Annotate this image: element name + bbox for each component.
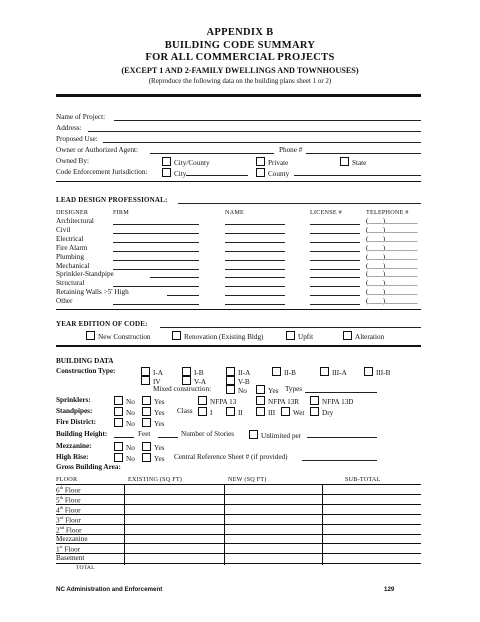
unlimited-option[interactable]: Unlimited per [249, 430, 301, 440]
table-row-line [56, 543, 421, 544]
telephone-field[interactable]: (____)_________ [366, 252, 418, 261]
col-firm: FIRM [113, 209, 129, 216]
building-data-heading: BUILDING DATA [56, 357, 114, 365]
projects-title: FOR ALL COMMERCIAL PROJECTS [145, 52, 335, 63]
opt-upfit[interactable]: Upfit [286, 331, 313, 341]
name-field[interactable] [225, 269, 285, 270]
opt-renovation[interactable]: Renovation (Existing Bldg) [172, 331, 263, 341]
floor-ordinal: st [59, 544, 63, 550]
telephone-field[interactable]: (____)_________ [366, 234, 418, 243]
nfpa-13d[interactable]: NFPA 13D [310, 396, 354, 406]
gross-area-label: Gross Building Area: [56, 463, 121, 471]
standpipes-label: Standpipes: [56, 407, 93, 415]
summary-title: BUILDING CODE SUMMARY [164, 40, 316, 51]
checkbox[interactable] [226, 407, 235, 416]
checkbox[interactable] [114, 407, 123, 416]
checkbox[interactable] [256, 385, 265, 394]
checkbox[interactable] [182, 376, 191, 385]
construction-type-label: Construction Type: [56, 367, 116, 375]
table-row-line [56, 494, 421, 495]
high-rise-label: High Rise: [56, 453, 89, 461]
type-ia[interactable]: I-A [141, 367, 163, 377]
checkbox[interactable] [198, 396, 207, 405]
phone-field[interactable] [306, 153, 421, 154]
designer-label: Structural [56, 279, 85, 288]
year-edition-field[interactable] [160, 327, 421, 328]
telephone-field[interactable]: (____)_________ [366, 288, 418, 297]
checkbox[interactable] [256, 407, 265, 416]
name-field[interactable] [225, 295, 285, 296]
proposed-use-label: Proposed Use: [56, 135, 98, 143]
telephone-field[interactable]: (____)_________ [366, 279, 418, 288]
checkbox[interactable] [310, 407, 319, 416]
license-field[interactable] [310, 251, 360, 252]
type-iiib[interactable]: III-B [364, 367, 390, 377]
types-field[interactable] [305, 392, 377, 393]
feet-label: Feet [138, 430, 151, 438]
checkbox[interactable] [256, 396, 265, 405]
type-iib[interactable]: II-B [272, 367, 296, 377]
mezzanine-label: Mezzanine: [56, 442, 92, 450]
license-field[interactable] [310, 233, 360, 234]
table-row [56, 554, 84, 562]
checkbox[interactable] [114, 442, 123, 451]
floor-number: 1 [56, 545, 60, 554]
floor-label: Floor [62, 545, 80, 554]
floor-label: Floor [63, 496, 81, 505]
table-divider [322, 484, 323, 565]
wet-option[interactable]: Wet [281, 407, 304, 417]
nfpa-13[interactable]: NFPA 13 [198, 396, 236, 406]
project-name-label: Name of Project: [56, 113, 106, 121]
checkbox[interactable] [114, 453, 123, 462]
checkbox[interactable] [114, 396, 123, 405]
rule [56, 181, 421, 182]
firm-field[interactable] [150, 277, 199, 278]
firm-field[interactable] [113, 251, 199, 252]
lead-design-label: LEAD DESIGN PROFESSIONAL: [56, 196, 168, 204]
floor-ordinal: rd [59, 514, 64, 520]
checkbox[interactable] [86, 331, 95, 340]
name-field[interactable] [225, 260, 285, 261]
county-field[interactable] [294, 175, 421, 176]
year-edition-label: YEAR EDITION OF CODE: [56, 320, 148, 328]
license-field[interactable] [310, 277, 360, 278]
checkbox[interactable] [364, 367, 373, 376]
license-field[interactable] [310, 269, 360, 270]
table-row [56, 535, 88, 543]
name-field[interactable] [225, 242, 285, 243]
checkbox[interactable] [142, 453, 151, 462]
high-rise-yes[interactable]: Yes [142, 453, 164, 463]
designer-label: Retaining Walls >5' High [56, 288, 129, 297]
license-field[interactable] [310, 224, 360, 225]
floor-ordinal: th [59, 504, 64, 510]
floor-label: Floor [63, 486, 81, 495]
designer-label: Electrical [56, 234, 84, 243]
project-name-field[interactable] [114, 120, 421, 121]
rule [56, 345, 421, 347]
rule [56, 309, 421, 310]
checkbox[interactable] [182, 367, 191, 376]
lead-design-field[interactable] [178, 203, 421, 204]
table-divider [224, 484, 225, 565]
type-iiia[interactable]: III-A [320, 367, 347, 377]
mezzanine-no[interactable]: No [114, 442, 135, 452]
table-row-line [56, 514, 421, 515]
footer-title: NC Administration and Enforcement [56, 586, 163, 593]
name-field[interactable] [225, 286, 285, 287]
designer-label: Sprinkler-Standpipe [56, 270, 114, 279]
dry-option[interactable]: Dry [310, 407, 333, 417]
designer-label: Civil [56, 225, 71, 234]
table-row-line [56, 504, 421, 505]
owned-state[interactable]: State [340, 157, 366, 167]
class-label: Class [177, 407, 193, 415]
checkbox[interactable] [226, 385, 235, 394]
type-vb[interactable]: V-B [226, 376, 250, 386]
table-row-line [56, 563, 421, 564]
central-reference-label: Central Reference Sheet # (if provided) [174, 453, 288, 461]
floor-number: 6 [56, 486, 60, 495]
floor-label: Floor [63, 516, 81, 525]
name-field[interactable] [225, 224, 285, 225]
floor-number: 4 [56, 506, 60, 515]
class-i[interactable]: I [198, 407, 212, 417]
firm-field[interactable] [113, 269, 199, 270]
col-name: NAME [225, 209, 245, 216]
checkbox[interactable] [343, 331, 352, 340]
height-feet-field[interactable] [114, 437, 134, 438]
floor-label: Floor [64, 525, 82, 534]
top-rule [56, 94, 421, 97]
appendix-title: APPENDIX B [206, 27, 274, 38]
central-reference-field[interactable] [302, 460, 377, 461]
checkbox[interactable] [162, 157, 171, 166]
address-label: Address: [56, 124, 82, 132]
type-iia[interactable]: II-A [226, 367, 250, 377]
name-field[interactable] [225, 251, 285, 252]
telephone-field[interactable]: (____)_________ [366, 297, 418, 306]
checkbox[interactable] [256, 157, 265, 166]
table-row-line [56, 534, 421, 535]
floor-ordinal: th [59, 485, 64, 490]
class-iii[interactable]: III [256, 407, 275, 417]
col-designer: DESIGNER [56, 209, 89, 216]
designer-label: Mechanical [56, 261, 90, 270]
agent-label: Owner or Authorized Agent: [56, 146, 139, 154]
table-row-line [56, 484, 421, 485]
license-field[interactable] [310, 295, 360, 296]
checkbox[interactable] [198, 407, 207, 416]
checkbox[interactable] [142, 396, 151, 405]
checkbox[interactable] [162, 168, 171, 177]
type-iv[interactable]: IV [141, 376, 161, 386]
firm-field[interactable] [113, 224, 199, 225]
checkbox[interactable] [172, 331, 181, 340]
checkbox[interactable] [141, 376, 150, 385]
building-height-label: Building Height: [56, 430, 108, 438]
checkbox[interactable] [142, 418, 151, 427]
checkbox[interactable] [142, 407, 151, 416]
owned-by-label: Owned By: [56, 157, 89, 165]
type-va[interactable]: V-A [182, 376, 206, 386]
checkbox[interactable] [281, 407, 290, 416]
telephone-field[interactable]: (____)_________ [366, 217, 418, 225]
checkbox[interactable] [310, 396, 319, 405]
high-rise-no[interactable]: No [114, 453, 135, 463]
unlimited-field[interactable] [307, 437, 377, 438]
jurisdiction-county[interactable]: County [256, 168, 289, 178]
firm-field[interactable] [167, 295, 199, 296]
mezzanine-yes[interactable]: Yes [142, 442, 164, 452]
owned-private[interactable]: Private [256, 157, 288, 167]
checkbox[interactable] [114, 418, 123, 427]
stories-label: Number of Stories [181, 430, 235, 438]
telephone-field[interactable]: (____)_________ [366, 225, 418, 234]
address-field[interactable] [88, 131, 421, 132]
name-field[interactable] [225, 304, 285, 305]
col-subtotal: SUB-TOTAL [345, 476, 381, 483]
fire-district-no[interactable]: No [114, 418, 135, 428]
types-label: Types [285, 385, 303, 393]
checkbox[interactable] [286, 331, 295, 340]
designer-label: Fire Alarm [56, 243, 88, 252]
col-new: NEW (SQ FT) [228, 476, 267, 483]
type-ib[interactable]: I-B [182, 367, 204, 377]
checkbox[interactable] [141, 367, 150, 376]
telephone-field[interactable]: (____)_________ [366, 261, 418, 270]
owned-city-county[interactable]: City/County [162, 157, 210, 167]
sprinklers-no[interactable]: No [114, 396, 135, 406]
phone-label: Phone # [279, 146, 303, 154]
checkbox[interactable] [256, 168, 265, 177]
firm-field[interactable] [113, 304, 199, 305]
sprinklers-yes[interactable]: Yes [142, 396, 164, 406]
standpipes-no[interactable]: No [114, 407, 135, 417]
page-number: 129 [384, 586, 395, 593]
license-field[interactable] [310, 304, 360, 305]
table-divider [124, 484, 125, 565]
checkbox[interactable] [142, 442, 151, 451]
nfpa-13r[interactable]: NFPA 13R [256, 396, 299, 406]
firm-field[interactable] [113, 242, 199, 243]
checkbox[interactable] [272, 367, 281, 376]
telephone-field[interactable]: (____)_________ [366, 270, 418, 279]
table-row-line [56, 524, 421, 525]
firm-field[interactable] [113, 286, 199, 287]
floor-number: 5 [56, 496, 60, 505]
checkbox[interactable] [320, 367, 329, 376]
floor-ordinal: nd [59, 524, 65, 530]
checkbox[interactable] [226, 376, 235, 385]
col-existing: EXISTING (SQ FT) [128, 476, 183, 483]
fire-district-label: Fire District: [56, 418, 96, 426]
designer-label: Other [56, 297, 73, 306]
floor-label: Basement [56, 554, 85, 563]
mixed-construction-label: Mixed construction: [153, 385, 212, 393]
floor-label: Floor [63, 506, 81, 515]
name-field[interactable] [225, 277, 285, 278]
designer-label: Plumbing [56, 252, 84, 261]
floor-number: 3 [56, 516, 60, 525]
license-field[interactable] [310, 260, 360, 261]
jurisdiction-city[interactable]: City [162, 168, 186, 178]
stories-field[interactable] [158, 437, 178, 438]
sprinklers-label: Sprinklers: [56, 396, 91, 404]
table-row-line [56, 553, 421, 554]
mixed-no[interactable]: No [226, 385, 247, 395]
col-license: LICENSE # [310, 209, 342, 216]
firm-field[interactable] [113, 260, 199, 261]
firm-field[interactable] [113, 233, 199, 234]
proposed-use-field[interactable] [103, 142, 421, 143]
mixed-yes[interactable]: Yes [256, 385, 278, 395]
col-telephone: TELEPHONE # [366, 209, 409, 216]
name-field[interactable] [225, 233, 285, 234]
checkbox[interactable] [249, 430, 258, 439]
agent-field[interactable] [150, 153, 274, 154]
floor-ordinal: th [59, 494, 64, 500]
jurisdiction-label: Code Enforcement Jurisdiction: [56, 168, 148, 176]
col-floor: FLOOR [56, 476, 78, 483]
checkbox[interactable] [340, 157, 349, 166]
telephone-field[interactable]: (____)_________ [366, 243, 418, 252]
floor-label: Mezzanine [56, 534, 88, 543]
opt-alteration[interactable]: Alteration [343, 331, 384, 341]
checkbox[interactable] [226, 367, 235, 376]
opt-new-construction[interactable]: New Construction [86, 331, 151, 341]
license-field[interactable] [310, 286, 360, 287]
standpipes-yes[interactable]: Yes [142, 407, 164, 417]
fire-district-yes[interactable]: Yes [142, 418, 164, 428]
exception-subtitle: (EXCEPT 1 AND 2-FAMILY DWELLINGS AND TOWNHOUSES) [121, 66, 359, 75]
reproduce-note: (Reproduce the following data on the building plans sheet 1 or 2) [148, 77, 332, 85]
designer-label: Architectural [56, 217, 94, 225]
city-field[interactable] [186, 175, 248, 176]
license-field[interactable] [310, 242, 360, 243]
class-ii[interactable]: II [226, 407, 243, 417]
total-label: TOTAL [76, 565, 95, 571]
floor-number: 2 [56, 525, 60, 534]
